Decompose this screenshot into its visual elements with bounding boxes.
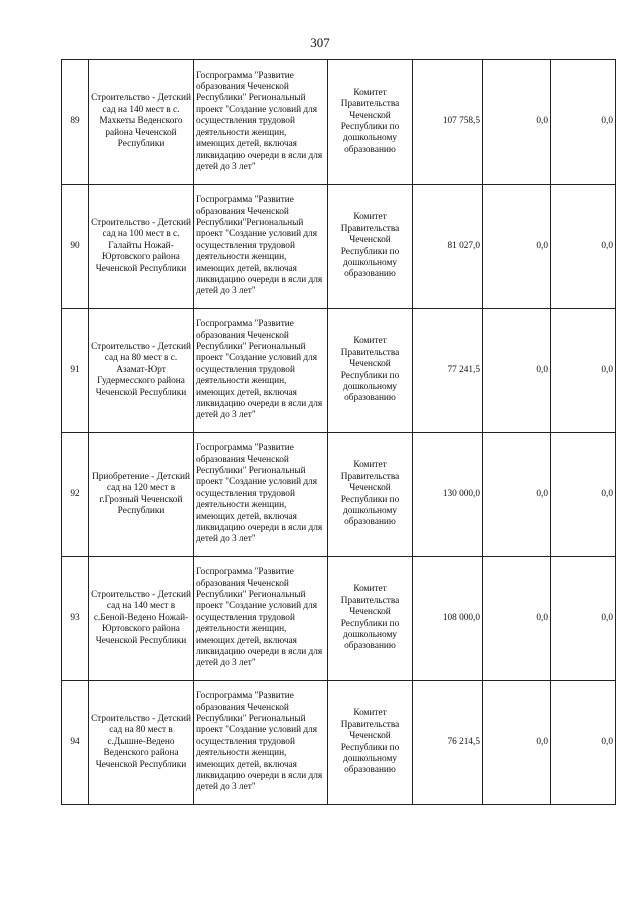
value-1: 0,0 xyxy=(483,185,551,309)
responsible-body: Комитет Правительства Чеченской Республики по дошкольному образованию xyxy=(328,557,413,681)
responsible-body: Комитет Правительства Чеченской Республики по дошкольному образованию xyxy=(328,60,413,185)
value-2: 0,0 xyxy=(551,185,616,309)
row-number: 92 xyxy=(62,433,89,557)
program-name: Госпрограмма "Развитие образования Чеченской Республики" Региональный проект "Создание условий для осуществления трудовой деятельности женщин, имеющих детей, включая ликвидацию очереди в ясли для детей до 3 лет" xyxy=(194,557,328,681)
object-name: Строительство - Детский сад на 100 мест в с. Галайты Ножай-Юртовского района Чеченской Республики xyxy=(89,185,194,309)
value-2: 0,0 xyxy=(551,433,616,557)
table-row xyxy=(62,309,616,433)
object-name: Приобретение - Детский сад на 120 мест в г.Грозный Чеченской Республики xyxy=(89,433,194,557)
row-number: 91 xyxy=(62,309,89,433)
row-number: 90 xyxy=(62,185,89,309)
value-2: 0,0 xyxy=(551,681,616,805)
amount: 77 241,5 xyxy=(413,309,483,433)
table-row xyxy=(62,681,616,805)
value-2: 0,0 xyxy=(551,309,616,433)
program-name: Госпрограмма "Развитие образования Чеченской Республики" Региональный проект "Создание условий для осуществления трудовой деятельности женщин, имеющих детей, включая ликвидацию очереди в ясли для детей до 3 лет" xyxy=(194,309,328,433)
amount: 107 758,5 xyxy=(413,60,483,185)
amount: 130 000,0 xyxy=(413,433,483,557)
table-row xyxy=(62,557,616,681)
object-name: Строительство - Детский сад на 140 мест в с.Беной-Ведено Ножай-Юртовского района Чеченской Республики xyxy=(89,557,194,681)
program-name: Госпрограмма "Развитие образования Чеченской Республики" Региональный проект "Создание условий для осуществления трудовой деятельности женщин, имеющих детей, включая ликвидацию очереди в ясли для детей до 3 лет" xyxy=(194,433,328,557)
value-2: 0,0 xyxy=(551,557,616,681)
amount: 81 027,0 xyxy=(413,185,483,309)
value-1: 0,0 xyxy=(483,681,551,805)
responsible-body: Комитет Правительства Чеченской Республики по дошкольному образованию xyxy=(328,309,413,433)
budget-table xyxy=(61,59,616,805)
table-row xyxy=(62,433,616,557)
table-row xyxy=(62,185,616,309)
value-1: 0,0 xyxy=(483,60,551,185)
responsible-body: Комитет Правительства Чеченской Республики по дошкольному образованию xyxy=(328,185,413,309)
responsible-body: Комитет Правительства Чеченской Республики по дошкольному образованию xyxy=(328,681,413,805)
row-number: 93 xyxy=(62,557,89,681)
program-name: Госпрограмма "Развитие образования Чеченской Республики" Региональный проект "Создание условий для осуществления трудовой деятельности женщин, имеющих детей, включая ликвидацию очереди в ясли для детей до 3 лет" xyxy=(194,60,328,185)
row-number: 89 xyxy=(62,60,89,185)
page-number: 307 xyxy=(310,35,330,50)
amount: 108 000,0 xyxy=(413,557,483,681)
row-number: 94 xyxy=(62,681,89,805)
object-name: Строительство - Детский сад на 80 мест в с.Дышне-Ведено Веденского района Чеченской Республики xyxy=(89,681,194,805)
program-name: Госпрограмма "Развитие образования Чеченской Республики" Региональный проект "Создание условий для осуществления трудовой деятельности женщин, имеющих детей, включая ликвидацию очереди в ясли для детей до 3 лет" xyxy=(194,681,328,805)
object-name: Строительство - Детский сад на 140 мест в с. Махкеты Веденского района Чеченской Республики xyxy=(89,60,194,185)
responsible-body: Комитет Правительства Чеченской Республики по дошкольному образованию xyxy=(328,433,413,557)
value-1: 0,0 xyxy=(483,309,551,433)
value-1: 0,0 xyxy=(483,557,551,681)
table-row xyxy=(62,60,616,185)
value-2: 0,0 xyxy=(551,60,616,185)
program-name: Госпрограмма "Развитие образования Чеченской Республики"Региональный проект "Создание условий для осуществления трудовой деятельности женщин, имеющих детей, включая ликвидацию очереди в ясли для детей до 3 лет" xyxy=(194,185,328,309)
object-name: Строительство - Детский сад на 80 мест в с. Азамат-Юрт Гудермесского района Чеченской Республики xyxy=(89,309,194,433)
amount: 76 214,5 xyxy=(413,681,483,805)
value-1: 0,0 xyxy=(483,433,551,557)
